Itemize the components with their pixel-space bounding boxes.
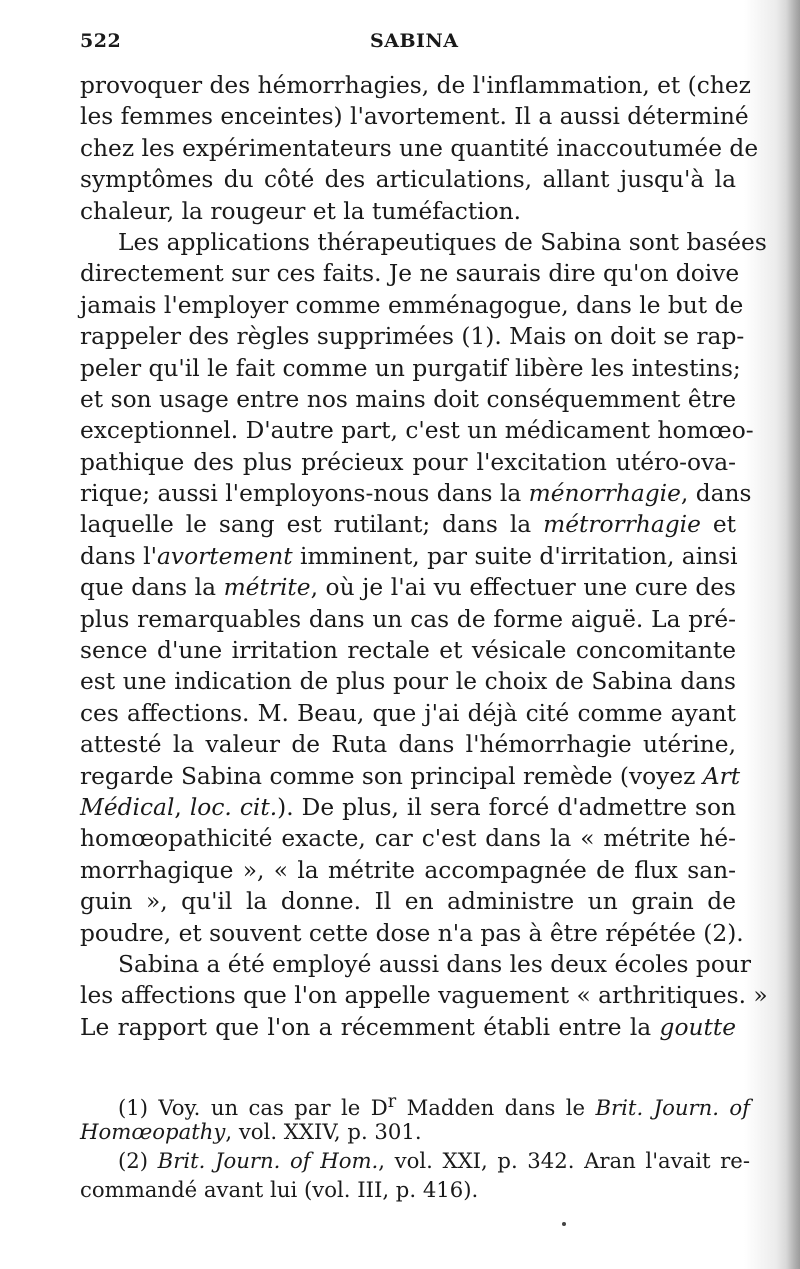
text-line xyxy=(80,541,736,572)
italic-term: métrorrhagie xyxy=(543,511,701,539)
text-run: que dans la xyxy=(80,574,224,602)
text-line: est une indication de plus pour le choix de Sabina dans xyxy=(80,668,736,696)
text-line: chaleur, la rougeur et la tuméfaction. xyxy=(80,197,522,225)
text-line xyxy=(80,572,736,603)
italic-term: loc. cit. xyxy=(189,793,278,821)
text-line: et son usage entre nos mains doit conséquemment être xyxy=(80,385,736,413)
text-line: pathique des plus précieux pour l'excitation utéro-ova- xyxy=(80,448,736,476)
text-run: , où je l'ai vu effectuer une cure des xyxy=(310,574,736,602)
footnote-1-continued xyxy=(80,1117,750,1146)
text-line: ces affections. M. Beau, que j'ai déjà cité comme ayant xyxy=(80,699,736,727)
text-run: Le rapport que l'on a récemment établi entre la xyxy=(80,1013,660,1041)
text-line: Sabina a été employé aussi dans les deux écoles pour xyxy=(118,950,751,978)
text-run: regarde Sabina comme son principal remède (voyez xyxy=(80,762,703,790)
text-line: les femmes enceintes) l'avortement. Il a aussi déterminé xyxy=(80,103,749,131)
italic-term: goutte xyxy=(659,1013,736,1041)
footnote-text: , vol. XXI, p. 342. Aran l'avait re- xyxy=(378,1148,750,1173)
text-run: dans l' xyxy=(80,542,158,570)
text-run: ). De plus, il sera forcé d'admettre son xyxy=(277,793,737,821)
text-run: laquelle le sang est rutilant; dans la xyxy=(80,511,544,539)
footnote-text: , vol. XXIV, p. 301. xyxy=(225,1119,422,1144)
text-line: provoquer des hémorrhagies, de l'inflammation, et (chez xyxy=(80,72,751,99)
text-line xyxy=(80,1012,736,1043)
text-run: et xyxy=(700,511,736,539)
text-line: poudre, et souvent cette dose n'a pas à être répétée (2). xyxy=(80,919,744,947)
text-line xyxy=(80,478,752,509)
footnote-text: Madden dans le xyxy=(396,1095,596,1121)
text-line: guin », qu'il la donne. Il en administre un grain de xyxy=(80,888,736,916)
running-head xyxy=(80,30,730,58)
text-line: plus remarquables dans un cas de forme aiguë. La pré- xyxy=(80,605,736,633)
footnote-journal: Brit. Journ. of xyxy=(595,1095,750,1121)
footnote-superscript: r xyxy=(387,1092,397,1112)
page-number: 522 xyxy=(80,30,122,52)
text-run: , xyxy=(174,793,190,821)
body-text xyxy=(80,70,768,1043)
text-line: jamais l'employer comme emménagogue, dans le but de xyxy=(80,291,744,319)
text-line: les affections que l'on appelle vaguement « arthritiques. » xyxy=(80,982,768,1010)
text-line: exceptionnel. D'autre part, c'est un médicament homœo- xyxy=(80,417,754,445)
text-line: morrhagique », « la métrite accompagnée de flux san- xyxy=(80,856,736,884)
text-line: sence d'une irritation rectale et vésicale concomitante xyxy=(80,637,736,665)
footnote-1 xyxy=(80,1088,750,1121)
footnote-text: (2) xyxy=(118,1148,158,1173)
text-line: peler qu'il le fait comme un purgatif libère les intestins; xyxy=(80,354,741,382)
text-run: , dans xyxy=(680,480,752,508)
text-line xyxy=(80,792,736,823)
italic-term: Médical xyxy=(80,793,175,821)
text-run: imminent, par suite d'irritation, ainsi xyxy=(292,542,738,570)
italic-term: ménorrhagie xyxy=(528,480,681,508)
text-run: rique; aussi l'employons-nous dans la xyxy=(80,480,529,508)
text-line: attesté la valeur de Ruta dans l'hémorrhagie utérine, xyxy=(80,731,736,759)
text-line xyxy=(80,761,741,792)
print-speck xyxy=(562,1222,566,1226)
running-title: SABINA xyxy=(370,30,459,52)
footnote-2 xyxy=(80,1146,750,1175)
footnote-journal: Homœopathy xyxy=(80,1119,226,1144)
text-line: symptômes du côté des articulations, allant jusqu'à la xyxy=(80,166,736,194)
footnote-2-continued: commandé avant lui (vol. III, p. 416). xyxy=(80,1177,479,1202)
text-line xyxy=(80,509,736,540)
text-line: rappeler des règles supprimées (1). Mais on doit se rap- xyxy=(80,323,745,351)
footnote-journal: Brit. Journ. of Hom. xyxy=(157,1148,379,1173)
italic-term: Art xyxy=(702,762,741,790)
footnotes xyxy=(80,1088,750,1204)
text-line: directement sur ces faits. Je ne saurais dire qu'on doive xyxy=(80,260,740,288)
footnote-text: (1) Voy. un cas par le D xyxy=(118,1095,388,1121)
text-line: Les applications thérapeutiques de Sabina sont basées xyxy=(118,228,767,256)
italic-term: avortement xyxy=(157,542,293,570)
text-line: homœopathicité exacte, car c'est dans la « métrite hé- xyxy=(80,825,736,853)
italic-term: métrite xyxy=(223,574,311,602)
page-edge-shadow xyxy=(786,0,800,1269)
text-line: chez les expérimentateurs une quantité inaccoutumée de xyxy=(80,134,759,162)
